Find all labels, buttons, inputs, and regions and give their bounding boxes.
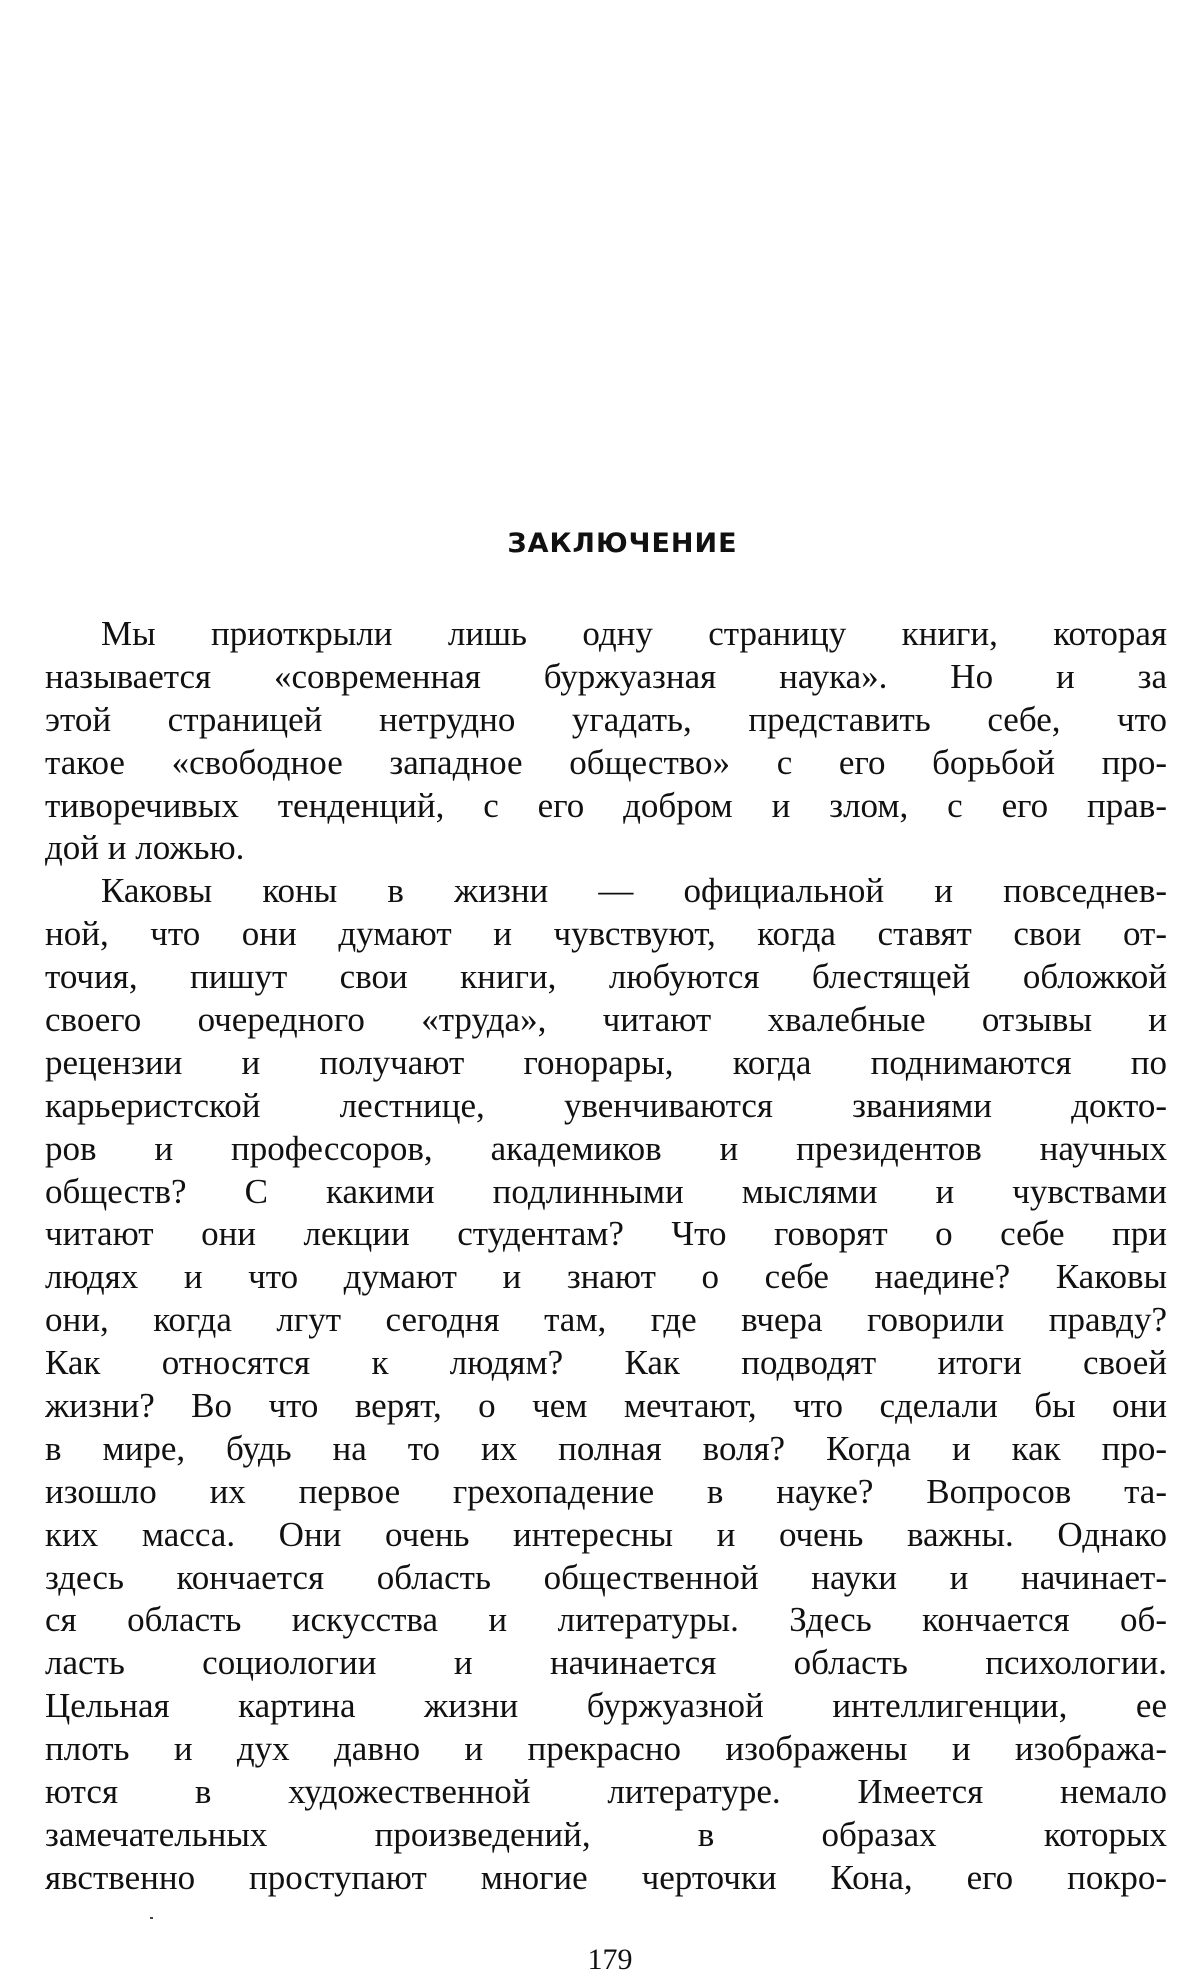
text-line: ной, что они думают и чувствуют, когда ставят свои от- xyxy=(45,914,1167,954)
text-line: ласть социологии и начинается область психологии. xyxy=(45,1643,1167,1683)
text-line: в мире, будь на то их полная воля? Когда и как про- xyxy=(45,1428,1167,1468)
text-line: называется «современная буржуазная наука». Но и за xyxy=(45,656,1167,696)
text-line: своего очередного «труда», читают хвалебные отзывы и xyxy=(45,1000,1167,1040)
text-line: тиворечивых тенденций, с его добром и злом, с его прав- xyxy=(45,785,1167,825)
text-line: ются в художественной литературе. Имеется немало xyxy=(45,1772,1167,1812)
text-line: читают они лекции студентам? Что говорят о себе при xyxy=(45,1214,1167,1254)
text-line: Каковы коны в жизни — официальной и повседнев- xyxy=(101,871,1167,911)
text-line: ких масса. Они очень интересны и очень важны. Однако xyxy=(45,1514,1167,1554)
text-line: рецензии и получают гонорары, когда поднимаются по xyxy=(45,1042,1167,1082)
body-text xyxy=(45,613,1167,1900)
text-line: дой и ложью. xyxy=(45,828,245,868)
text-line: замечательных произведений, в образах которых xyxy=(45,1814,1167,1854)
text-line: явственно проступают многие черточки Кона, его покро- xyxy=(45,1857,1167,1897)
text-line: точия, пишут свои книги, любуются блестящей обложкой xyxy=(45,957,1167,997)
print-speck xyxy=(150,1917,153,1919)
text-line: людях и что думают и знают о себе наедине? Каковы xyxy=(45,1257,1167,1297)
text-line: ся область искусства и литературы. Здесь кончается об- xyxy=(45,1600,1167,1640)
page-number: 179 xyxy=(587,1943,633,1976)
text-line: такое «свободное западное общество» с его борьбой про- xyxy=(45,742,1167,782)
text-line: они, когда лгут сегодня там, где вчера говорили правду? xyxy=(45,1300,1167,1340)
text-line: обществ? С какими подлинными мыслями и чувствами xyxy=(45,1171,1167,1211)
text-line: Мы приоткрыли лишь одну страницу книги, которая xyxy=(101,614,1167,653)
chapter-title: ЗАКЛЮЧЕНИЕ xyxy=(507,528,738,559)
text-line: изошло их первое грехопадение в науке? Вопросов та- xyxy=(45,1471,1167,1511)
text-line: здесь кончается область общественной науки и начинает- xyxy=(45,1557,1167,1597)
text-line: ров и профессоров, академиков и президентов научных xyxy=(45,1128,1167,1168)
text-line: плоть и дух давно и прекрасно изображены и изобража- xyxy=(45,1729,1167,1769)
text-line: этой страницей нетрудно угадать, представить себе, что xyxy=(45,699,1167,739)
text-line: Как относятся к людям? Как подводят итоги своей xyxy=(45,1343,1167,1383)
text-line: карьеристской лестнице, увенчиваются званиями докто- xyxy=(45,1085,1167,1125)
text-line: Цельная картина жизни буржуазной интеллигенции, ее xyxy=(45,1686,1167,1726)
text-line: жизни? Во что верят, о чем мечтают, что сделали бы они xyxy=(45,1386,1167,1426)
